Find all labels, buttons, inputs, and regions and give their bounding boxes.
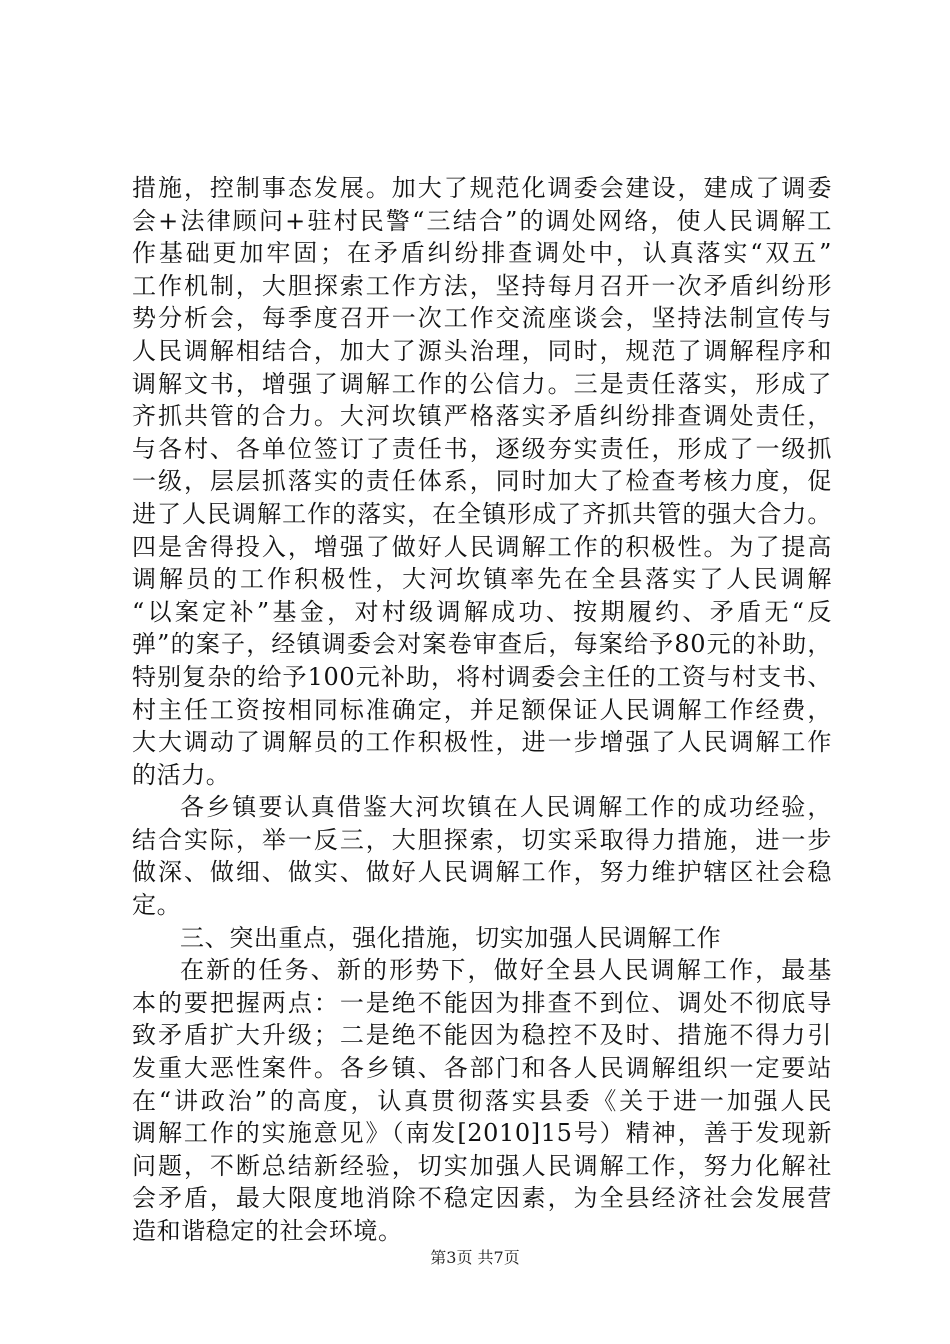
- text-line: 三、突出重点，强化措施，切实加强人民调解工作: [180, 923, 722, 952]
- text-line: 结合实际，举一反三，大胆探索，切实采取得力措施，进一步: [132, 825, 832, 854]
- text-line: 定。: [132, 891, 182, 920]
- text-line: 工作机制，大胆探索工作方法，坚持每月召开一次矛盾纠纷形: [132, 271, 832, 300]
- text-line: 各乡镇要认真借鉴大河坎镇在人民调解工作的成功经验，: [180, 793, 832, 822]
- text-line: 的活力。: [132, 760, 231, 789]
- text-line: 与各村、各单位签订了责任书，逐级夯实责任，形成了一级抓: [132, 434, 832, 463]
- text-line: 致矛盾扩大升级；二是绝不能因为稳控不及时、措施不得力引: [132, 1021, 832, 1050]
- text-line: 问题，不断总结新经验，切实加强人民调解工作，努力化解社: [132, 1151, 832, 1180]
- text-line: 会+法律顾问+驻村民警“三结合”的调处网络，使人民调解工: [132, 206, 832, 235]
- text-line: 村主任工资按相同标准确定，并足额保证人民调解工作经费，: [132, 695, 832, 724]
- text-line: 进了人民调解工作的落实，在全镇形成了齐抓共管的强大合力。: [132, 499, 832, 528]
- text-line: 发重大恶性案件。各乡镇、各部门和各人民调解组织一定要站: [132, 1054, 832, 1083]
- page-footer: 第3页 共7页: [430, 1248, 520, 1267]
- text-line: 做深、做细、做实、做好人民调解工作，努力维护辖区社会稳: [132, 858, 832, 887]
- body-text: [132, 172, 832, 1248]
- text-line: 会矛盾，最大限度地消除不稳定因素，为全县经济社会发展营: [132, 1184, 832, 1213]
- text-line: 调解文书，增强了调解工作的公信力。三是责任落实，形成了: [132, 369, 832, 398]
- text-line: 大大调动了调解员的工作积极性，进一步增强了人民调解工作: [132, 728, 832, 757]
- text-line: 作基础更加牢固；在矛盾纠纷排查调处中，认真落实“双五”: [132, 239, 832, 268]
- text-line: 造和谐稳定的社会环境。: [132, 1217, 403, 1245]
- text-line: 调解员的工作积极性，大河坎镇率先在全县落实了人民调解: [132, 565, 832, 594]
- text-line: 弹”的案子，经镇调委会对案卷审查后，每案给予80元的补助，: [132, 630, 832, 659]
- text-line: 调解工作的实施意见》（南发[2010]15号）精神，善于发现新: [132, 1119, 832, 1148]
- text-line: “以案定补”基金，对村级调解成功、按期履约、矛盾无“反: [132, 597, 832, 626]
- text-line: 四是舍得投入，增强了做好人民调解工作的积极性。为了提高: [132, 532, 832, 561]
- text-line: 本的要把握两点：一是绝不能因为排查不到位、调处不彻底导: [132, 988, 832, 1017]
- text-line: 齐抓共管的合力。大河坎镇严格落实矛盾纠纷排查调处责任，: [132, 402, 832, 431]
- text-line: 一级，层层抓落实的责任体系，同时加大了检查考核力度，促: [132, 467, 832, 496]
- text-line: 在新的任务、新的形势下，做好全县人民调解工作，最基: [180, 956, 832, 985]
- text-line: 在“讲政治”的高度，认真贯彻落实县委《关于进一加强人民: [132, 1086, 832, 1115]
- text-line: 人民调解相结合，加大了源头治理，同时，规范了调解程序和: [132, 336, 832, 365]
- text-line: 势分析会，每季度召开一次工作交流座谈会，坚持法制宣传与: [132, 304, 832, 333]
- text-line: 特别复杂的给予100元补助，将村调委会主任的工资与村支书、: [132, 662, 832, 691]
- text-line: 措施，控制事态发展。加大了规范化调委会建设，建成了调委: [132, 174, 832, 202]
